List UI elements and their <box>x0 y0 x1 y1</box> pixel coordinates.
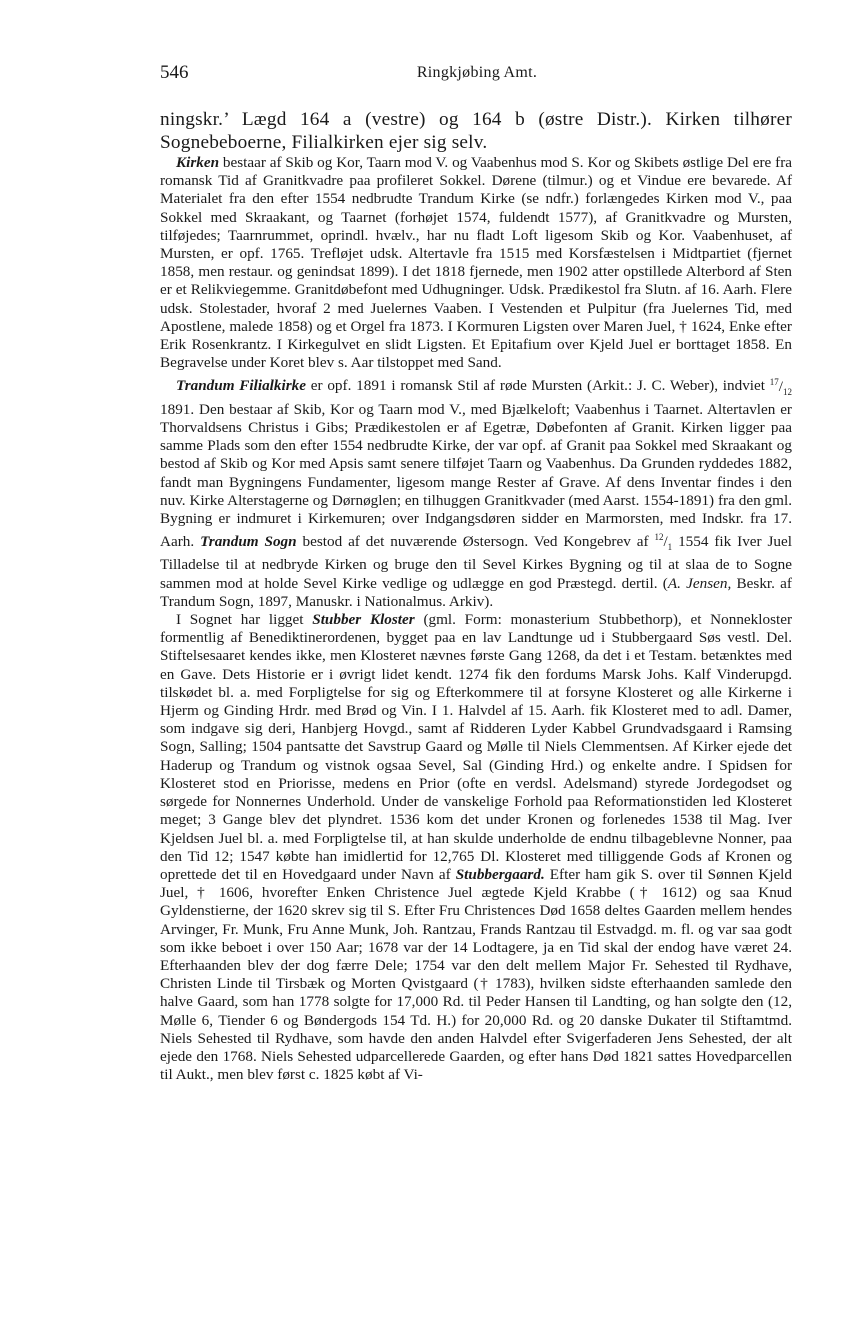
paragraph-text: er opf. 1891 i romansk Stil af røde Mursten (Arkit.: J. C. Weber), indviet <box>305 377 770 395</box>
paragraph-text: 1554 fik Iver Juel Tilladelse til at nedbryde Kirken og bruge den til Sevel Kirkes Bygning og til at slaa de to Sogne sammen mod at holde Sevel Kirke vedlige og udlægge en god Præstegd. dertil. ( <box>160 533 792 592</box>
paragraph-text: 1891. Den bestaar af Skib, Kor og Taarn mod V., med Bjælkeloft; Vaabenhus i Taarnet. Altertavlen er Thorvaldsens Christus i Gibs; Prædikestolen er af Egetræ, Døbefonten af Granit. Kirken ligger paa samme Plads som den efter 1554 nedbrudte Kirke, der var opf. af Granit paa Sokkel med Skraakant og bestod af Skib og Kor med Apsis samt senere tilføjet Taarn og Vaabenhus. Da Grunden ryddedes 1882, fandt man Bygningens Fundamenter, ligesom mange Rester af Grave. Af dens Inventar findes i den nuv. Kirke Alterstagerne og Dørnøglen; en tilhuggen Granitkvader (med Aarst. 1554-1891) fra den gml. Bygning er indmuret i Kirkemuren; over Indgangsdøren sidder en Marmorsten, med Indskr. fra 17. Aarh. <box>160 400 792 551</box>
kloster-name: Stubber Kloster <box>312 611 415 629</box>
paragraph-text: bestaar af Skib og Kor, Taarn mod V. og Vaabenhus mod S. Kor og Skibets østlige Del ere fra romansk Tid af Granitkvadre paa profileret Sokkel. Dørene (tilmur.) og et Vindue ere bevarede. Af Materialet fra den efter 1554 nedbrudte Trandum Kirke (se ndfr.) forlængedes Kirken mod V., paa Sokkel med Skraakant, og Taarnet (forhøjet 1574, fuldendt 1577), af Granitkvadre og Mursten, tilføjedes; Taarnrummet, oprindl. hvælv., har nu fladt Loft ligesom Skib og Kor. Vaabenhuset, af Mursten, er opf. 1765. Trefløjet udsk. Altertavle fra 1515 med Korsfæstelsen i Midtpartiet (fjernet 1858, men restaur. og genindsat 1899). I det 1818 fjernede, men 1902 atter opstillede Alterbord af Sten er et Relikviegemme. Granitdøbefont med Udhugninger. Udsk. Prædikestol fra Slutn. af 16. Aarh. Flere udsk. Stolestader, hvoraf 2 med Juelernes Vaaben. I Vestenden et Pulpitur (fra Juelernes Tid, med Apostlene, malede 1858) og et Orgel fra 1873. I Kormuren Ligsten over Maren Juel, † 1624, Enke efter Erik Rosenkrantz. I Kirkegulvet en slidt Ligsten. Et Epitafium over Kjeld Juel er borttaget 1858. En Begravelse under Koret blev s. Aar tilstoppet med Sand. <box>160 154 792 372</box>
sogn-label: Trandum Sogn <box>200 533 297 551</box>
paragraph-text: Beskr. af Trandum Sogn, 1897, Manuskr. i Nationalmus. Arkiv). <box>160 574 792 610</box>
paragraph-heading-kirken: Kirken <box>176 154 220 171</box>
paragraph-text: Efter ham gik S. over til Sønnen Kjeld Juel, † 1606, hvorefter Enken Christence Juel ægtede Kjeld Krabbe († 1612) og saa Knud Gyldenstierne, der 1620 skrev sig til S. Efter Fru Christences Død 1658 deltes Gaarden mellem hendes Arvinger, Fr. Munk, Fru Anne Munk, Joh. Rantzau, Frands Rantzau til Estvadgd. m. fl. og var saa godt som ikke beboet i over 150 Aar; 1678 var der 14 Lodtagere, ja en Tid skal der endog have været 24. Efterhaanden blev der dog færre Dele; 1754 var den delt mellem Major Fr. Sehested til Rydhave, Christen Linde til Tirsbæk og Morten Qvistgaard († 1783), hvilken sidste efterhaanden samlede den halve Gaard, som han 1778 solgte for 17,000 Rd. til Peder Hansen til Landting, og han solgte den (12, Mølle 6, Tiender 6 og Bøndergods 154 Td. H.) for 20,000 Rd. og 20 danske Dukater til Stiftamtmd. Niels Sehested til Rydhave, som havde den anden Halvdel efter Svigerfaderen Jens Sehested, der alt ejede den 1768. Niels Sehested udparcellerede Gaarden, og efter hans Død 1821 sattes Hovedparcellen til Aukt., men blev først c. 1825 købt af Vi- <box>160 865 792 1084</box>
paragraph-text: bestod af det nuværende Østersogn. Ved Kongebrev af <box>296 533 655 551</box>
running-title: Ringkjøbing Amt. <box>416 64 538 81</box>
page-number: 546 <box>160 62 189 83</box>
paragraph-trandum <box>160 372 792 611</box>
date-fraction: $^{12}/_1$ <box>654 532 673 553</box>
paragraph-stubber-kloster <box>160 611 792 1084</box>
paragraph-text: (gml. Form: monasterium Stubbethorp), et Nonnekloster formentlig af Benediktinerordenen, bygget paa en lav Landtunge ud i Stubbergaard Søs vestl. Del. Stiftelsesaaret kendes ikke, men Klosteret nævnes første Gang 1268, da det i et Testam. betænktes med en Gave. Dets Historie er i øvrigt lidet kendt. 1274 fik den fordums Marsk Johs. Kalf Vinderupgd. tilskødet bl. a. med Forpligtelse for sig og Efterkommere til at forsyne Klosteret og alle Kirkerne i Hjerm og Ginding Hrdr. med Brød og Vin. I 1. Halvdel af 15. Aarh. fik Klosteret med to adl. Damer, som indgave sig deri, Hanbjerg Hovgd., samt af Ridderen Lyder Kabbel Grundvadsgaard i Ramsing Sogn, Salling; 1504 pantsatte det Savstrup Gaard og Mølle til Niels Clemmentsen. Af Kirker ejede det Haderup og Trandum og vistnok ogsaa Sevel, Sal (Ginding Hrd.) og enkelte andre. I Spidsen for Klosteret stod en Priorisse, medens en Prior (ofte en verdsl. Adelsmand) styrede Jordegodset og sørgede for Nonnernes Underhold. Under de vanskelige Forhold paa Reformationstiden led Klosteret meget; 3 Gange blev det plyndret. 1536 kom det under Kronen og forlenedes 1538 til Mag. Iver Kjeldsen Juel bl. a. med Forpligtelse til, at han skulde underholde de endnu tilbageblevne Nonner, paa den Tid 12; 1547 købte han imidlertid for 12,765 Dl. Klosteret med tilliggende Gods af Kronen og oprettede det til en Hovedgaard under Navn af <box>160 611 793 883</box>
body-text <box>160 108 792 1084</box>
date-fraction: $^{17}/_{12}$ <box>769 376 792 397</box>
author-name: A. Jensen, <box>667 574 732 592</box>
continuation-paragraph: ningskr.’ Lægd 164 a (vestre) og 164 b (østre Distr.). Kirken tilhører Sognebeboerne, Filialkirken ejer sig selv. <box>160 109 792 153</box>
paragraph-kirken <box>160 154 792 372</box>
gaard-name: Stubbergaard. <box>455 865 545 883</box>
paragraph-heading-trandum: Trandum Filialkirke <box>176 377 306 395</box>
paragraph-text: I Sognet har ligget <box>176 611 313 629</box>
page-header <box>160 62 794 86</box>
